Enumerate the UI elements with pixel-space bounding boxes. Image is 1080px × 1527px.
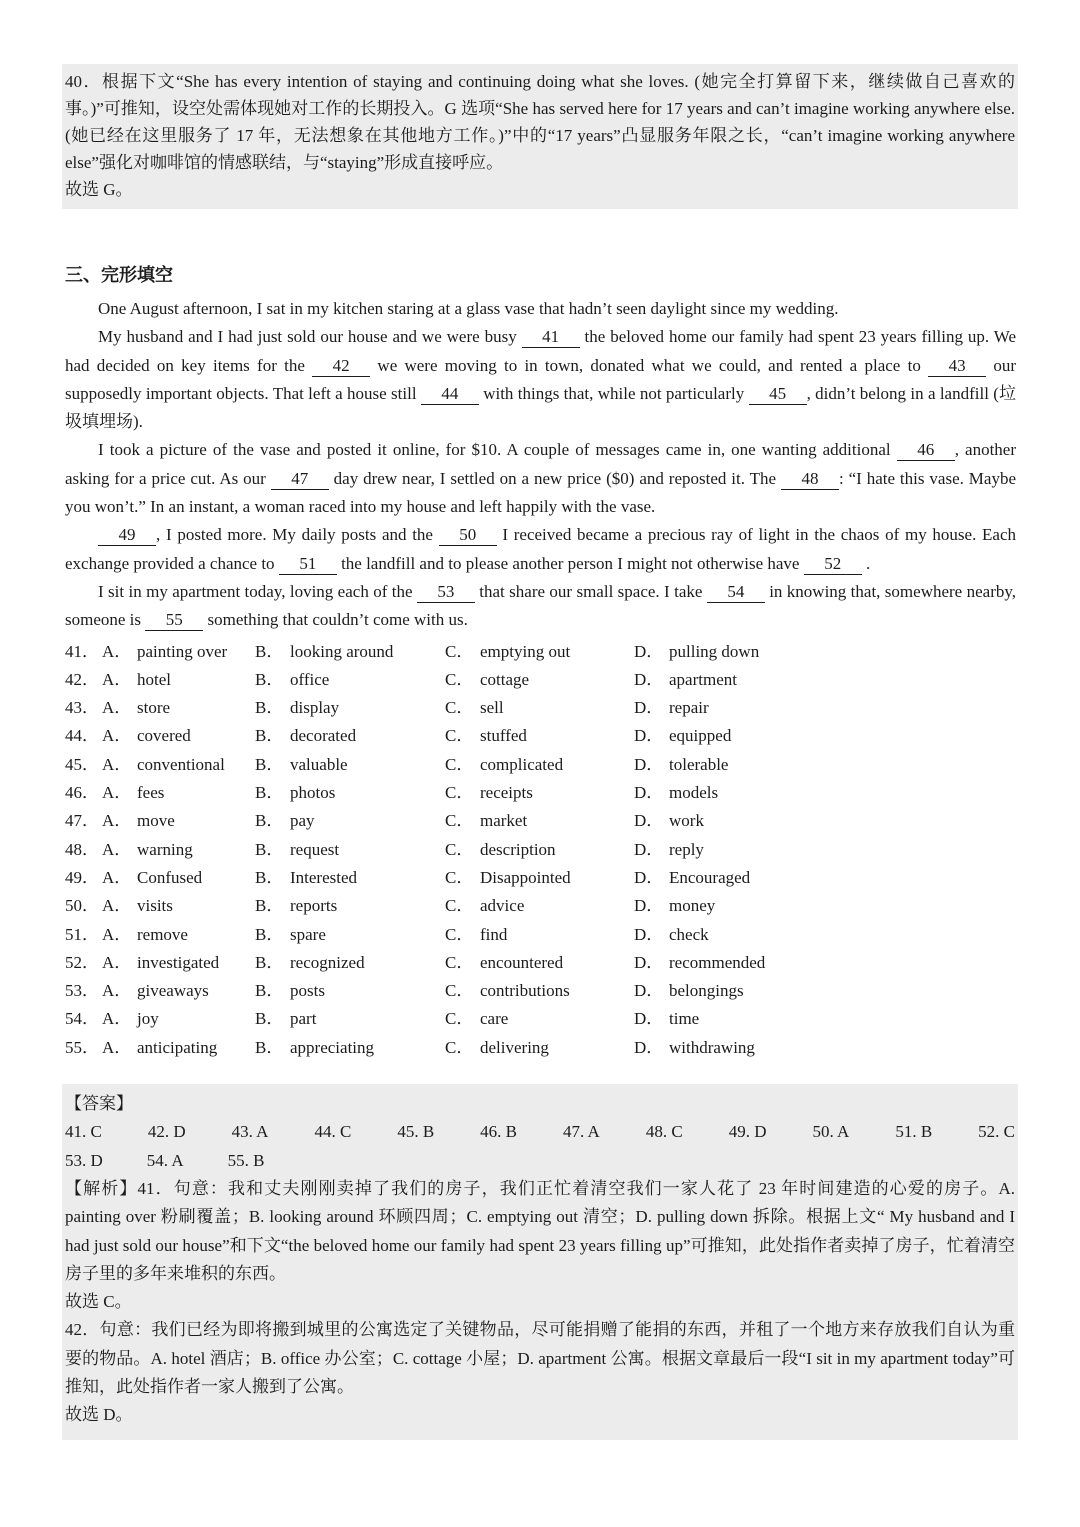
passage-paragraph: 49 , I posted more. My daily posts and the 50 I received became a precious ray of light in the chaos of my house. Each exchange provided a chance to 51 the landfill and to please another person I might not otherwise have 52 . (65, 525, 1016, 573)
option-c-55: C． delivering (445, 1034, 634, 1062)
option-a-43: A． store (102, 694, 255, 722)
answer-item: 54. A (146, 1150, 184, 1170)
option-letter: D． (634, 754, 664, 774)
option-letter: D． (634, 896, 664, 916)
answer-item: 52. C (978, 1122, 1015, 1142)
option-c-46: C． receipts (445, 779, 634, 807)
option-a-47: A． move (102, 807, 255, 835)
analysis-item-conclusion: 故选 C。 (65, 1292, 132, 1312)
option-letter: D． (634, 641, 664, 661)
option-number: 44． (65, 726, 99, 746)
option-a-44: A． covered (102, 722, 255, 750)
option-a-52: A． investigated (102, 949, 255, 977)
option-letter: C． (445, 839, 474, 859)
option-letter: C． (445, 641, 474, 661)
answer-item: 43. A (231, 1122, 269, 1142)
answer-item: 41. C (65, 1122, 102, 1142)
option-row-50 (65, 892, 1016, 920)
answer-item: 42. D (147, 1122, 186, 1142)
option-letter: B． (255, 726, 284, 746)
option-d-44: D． equipped (634, 722, 1016, 750)
option-row-45 (65, 751, 1016, 779)
option-c-50: C． advice (445, 892, 634, 920)
option-c-41: C． emptying out (445, 638, 634, 666)
option-c-47: C． market (445, 807, 634, 835)
option-row-42 (65, 666, 1016, 694)
cloze-blank-55: 55 (145, 610, 203, 631)
answer-item: 53. D (65, 1150, 103, 1170)
option-b-42: B． office (255, 666, 445, 694)
option-letter: A． (102, 1009, 132, 1029)
option-number: 52． (65, 952, 99, 972)
option-letter: C． (445, 952, 474, 972)
option-d-52: D． recommended (634, 949, 1016, 977)
option-b-45: B． valuable (255, 751, 445, 779)
option-b-41: B． looking around (255, 638, 445, 666)
option-number: 42． (65, 669, 99, 689)
option-a-42: A． hotel (102, 666, 255, 694)
option-row-46 (65, 779, 1016, 807)
answers-label: 【答案】 (65, 1094, 133, 1114)
option-letter: D． (634, 867, 664, 887)
option-letter: D． (634, 669, 664, 689)
option-letter: B． (255, 811, 284, 831)
answer-analysis-block (62, 1084, 1018, 1440)
option-letter: A． (102, 754, 132, 774)
option-a-49: A． Confused (102, 864, 255, 892)
analysis-section (65, 1175, 1015, 1430)
cloze-blank-51: 51 (279, 554, 337, 575)
option-letter: B． (255, 981, 284, 1001)
option-c-48: C． description (445, 836, 634, 864)
option-b-50: B． reports (255, 892, 445, 920)
option-letter: D． (634, 952, 664, 972)
option-letter: B． (255, 952, 284, 972)
option-letter: C． (445, 754, 474, 774)
option-d-49: D． Encouraged (634, 864, 1016, 892)
option-letter: A． (102, 698, 132, 718)
option-number: 46． (65, 783, 99, 803)
option-d-51: D． check (634, 921, 1016, 949)
option-number: 51． (65, 924, 99, 944)
option-number: 50． (65, 896, 99, 916)
options-list (65, 638, 1016, 1062)
option-b-49: B． Interested (255, 864, 445, 892)
cloze-blank-43: 43 (928, 356, 986, 377)
option-letter: B． (255, 669, 284, 689)
cloze-passage (65, 295, 1016, 635)
answer-item: 49. D (728, 1122, 767, 1142)
option-c-54: C． care (445, 1005, 634, 1033)
option-letter: C． (445, 924, 474, 944)
option-a-48: A． warning (102, 836, 255, 864)
option-letter: B． (255, 783, 284, 803)
option-d-42: D． apartment (634, 666, 1016, 694)
answer-item: 50. A (812, 1122, 850, 1142)
cloze-blank-41: 41 (522, 327, 580, 348)
option-letter: A． (102, 952, 132, 972)
option-b-44: B． decorated (255, 722, 445, 750)
option-number: 54． (65, 1009, 99, 1029)
option-letter: C． (445, 669, 474, 689)
option-c-42: C． cottage (445, 666, 634, 694)
option-d-47: D． work (634, 807, 1016, 835)
analysis-item-conclusion: 故选 D。 (65, 1405, 133, 1425)
option-letter: B． (255, 698, 284, 718)
option-d-43: D． repair (634, 694, 1016, 722)
cloze-blank-54: 54 (707, 582, 765, 603)
option-b-54: B． part (255, 1005, 445, 1033)
cloze-blank-50: 50 (439, 525, 497, 546)
option-number: 49． (65, 867, 99, 887)
answer-item: 46. B (480, 1122, 517, 1142)
cloze-blank-46: 46 (897, 440, 955, 461)
option-letter: C． (445, 867, 474, 887)
option-letter: D． (634, 1009, 664, 1029)
option-letter: A． (102, 726, 132, 746)
option-letter: A． (102, 839, 132, 859)
option-row-55 (65, 1034, 1016, 1062)
cloze-blank-48: 48 (781, 469, 839, 490)
option-c-53: C． contributions (445, 977, 634, 1005)
option-letter: C． (445, 896, 474, 916)
option-letter: D． (634, 924, 664, 944)
option-letter: A． (102, 896, 132, 916)
option-d-53: D． belongings (634, 977, 1016, 1005)
option-row-41 (65, 638, 1016, 666)
option-d-48: D． reply (634, 836, 1016, 864)
option-letter: D． (634, 783, 664, 803)
answer-item: 48. C (645, 1122, 683, 1142)
option-number: 45． (65, 754, 99, 774)
option-c-51: C． find (445, 921, 634, 949)
option-letter: A． (102, 669, 132, 689)
option-letter: A． (102, 867, 132, 887)
option-letter: C． (445, 726, 474, 746)
answer-item: 44. C (314, 1122, 352, 1142)
answer-item: 55. B (227, 1150, 265, 1170)
option-number: 41． (65, 641, 99, 661)
option-letter: B． (255, 896, 284, 916)
passage-paragraph: My husband and I had just sold our house and we were busy 41 the beloved home our family had spent 23 years filling up. We had decided on key items for the 42 we were moving to in town, donated what we could, and rented a place to 43 our supposedly important objects. That left a house still 44 with things that, while not particularly 45 , didn’t belong in a landfill (垃圾填埋场). (65, 327, 1017, 432)
option-d-41: D． pulling down (634, 638, 1016, 666)
option-d-54: D． time (634, 1005, 1016, 1033)
option-row-52 (65, 949, 1016, 977)
option-letter: C． (445, 783, 474, 803)
answers-row-1 (65, 1118, 1015, 1146)
q40-conclusion-text: 故选 G。 (65, 180, 133, 199)
option-b-43: B． display (255, 694, 445, 722)
option-a-55: A． anticipating (102, 1034, 255, 1062)
analysis-item-body: 42．句意：我们已经为即将搬到城里的公寓选定了关键物品，尽可能捐赠了能捐的东西，并租了一个地方来存放我们自认为重要的物品。A. hotel 酒店；B. office 办公室；C. cottage 小屋；D. apartment 公寓。根据文章最后一段“I sit in my apartment today”可推知，此处指作者一家人搬到了公寓。 (65, 1320, 1015, 1396)
passage-paragraph: One August afternoon, I sat in my kitchen staring at a glass vase that hadn’t seen daylight since my wedding. (98, 299, 839, 318)
option-row-47 (65, 807, 1016, 835)
option-row-44 (65, 722, 1016, 750)
option-c-49: C． Disappointed (445, 864, 634, 892)
option-c-52: C． encountered (445, 949, 634, 977)
option-number: 53． (65, 981, 99, 1001)
option-letter: C． (445, 1009, 474, 1029)
cloze-blank-49: 49 (98, 525, 156, 546)
answer-item: 45. B (397, 1122, 435, 1142)
cloze-blank-53: 53 (417, 582, 475, 603)
option-letter: A． (102, 811, 132, 831)
option-d-46: D． models (634, 779, 1016, 807)
option-letter: B． (255, 924, 284, 944)
q40-explanation-block (62, 64, 1018, 209)
option-letter: B． (255, 641, 284, 661)
option-letter: D． (634, 811, 664, 831)
cloze-blank-47: 47 (271, 469, 329, 490)
cloze-blank-52: 52 (804, 554, 862, 575)
option-a-54: A． joy (102, 1005, 255, 1033)
option-letter: B． (255, 754, 284, 774)
option-c-44: C． stuffed (445, 722, 634, 750)
analysis-label: 【解析】 (65, 1178, 138, 1198)
option-letter: B． (255, 867, 284, 887)
option-letter: A． (102, 641, 132, 661)
option-letter: A． (102, 1037, 132, 1057)
option-row-49 (65, 864, 1016, 892)
option-b-55: B． appreciating (255, 1034, 445, 1062)
answers-row-2 (65, 1147, 1015, 1175)
option-letter: C． (445, 698, 474, 718)
option-letter: C． (445, 1037, 474, 1057)
option-number: 55． (65, 1037, 99, 1057)
option-letter: B． (255, 1037, 284, 1057)
option-letter: C． (445, 811, 474, 831)
option-a-41: A． painting over (102, 638, 255, 666)
option-a-45: A． conventional (102, 751, 255, 779)
option-b-53: B． posts (255, 977, 445, 1005)
option-row-48 (65, 836, 1016, 864)
option-letter: B． (255, 1009, 284, 1029)
option-letter: A． (102, 924, 132, 944)
option-letter: D． (634, 839, 664, 859)
option-letter: B． (255, 839, 284, 859)
option-letter: D． (634, 981, 664, 1001)
option-b-47: B． pay (255, 807, 445, 835)
answer-item: 47. A (563, 1122, 600, 1142)
q40-explanation-text: 40．根据下文“She has every intention of staying and continuing doing what she loves. (她完全打算留下来，继续做自己喜欢的事。)”可推知，设空处需体现她对工作的长期投入。G 选项“She has served here for 17 years and can’t imagine working anywhere else. (她已经在这里服务了 17 年，无法想象在其他地方工作。)”中的“17 years”凸显服务年限之长，“can’t imagine working anywhere else”强化对咖啡馆的情感联结，与“staying”形成直接呼应。 (65, 72, 1015, 172)
analysis-item-body: 【解析】41．句意：我和丈夫刚刚卖掉了我们的房子，我们正忙着清空我们一家人花了 23 年时间建造的心爱的房子。A. painting over 粉刷覆盖；B. looking around 环顾四周；C. emptying out 清空；D. pulling down 拆除。根据上文“ My husband and I had just sold our house”和下文“the beloved home our family had spent 23 years filling up”可推知，此处指作者卖掉了房子，忙着清空房子里的多年来堆积的东西。 (65, 1178, 1016, 1283)
option-b-48: B． request (255, 836, 445, 864)
cloze-blank-45: 45 (749, 384, 807, 405)
option-letter: A． (102, 981, 132, 1001)
option-b-46: B． photos (255, 779, 445, 807)
option-d-50: D． money (634, 892, 1016, 920)
option-letter: C． (445, 981, 474, 1001)
option-d-55: D． withdrawing (634, 1034, 1016, 1062)
option-b-52: B． recognized (255, 949, 445, 977)
option-c-45: C． complicated (445, 751, 634, 779)
cloze-blank-42: 42 (312, 356, 370, 377)
option-c-43: C． sell (445, 694, 634, 722)
passage-paragraph: I took a picture of the vase and posted it online, for $10. A couple of messages came in, one wanting additional 46 , another asking for a price cut. As our 47 day drew near, I settled on a new price ($0) and reposted it. The 48 : “I hate this vase. Maybe you won’t.” In an instant, a woman raced into my house and left happily with the vase. (65, 440, 1016, 517)
option-number: 47． (65, 811, 99, 831)
option-a-51: A． remove (102, 921, 255, 949)
option-letter: D． (634, 698, 664, 718)
option-a-53: A． giveaways (102, 977, 255, 1005)
option-row-53 (65, 977, 1016, 1005)
option-number: 48． (65, 839, 99, 859)
answer-item: 51. B (895, 1122, 933, 1142)
option-number: 43． (65, 698, 99, 718)
option-b-51: B． spare (255, 921, 445, 949)
option-letter: A． (102, 783, 132, 803)
option-d-45: D． tolerable (634, 751, 1016, 779)
option-row-54 (65, 1005, 1016, 1033)
option-letter: D． (634, 1037, 664, 1057)
option-letter: D． (634, 726, 664, 746)
option-a-46: A． fees (102, 779, 255, 807)
section-heading: 三、完形填空 (65, 265, 173, 285)
option-row-51 (65, 921, 1016, 949)
passage-paragraph: I sit in my apartment today, loving each of the 53 that share our small space. I take 54 in knowing that, somewhere nearby, someone is 55 something that couldn’t come with us. (65, 581, 1017, 630)
cloze-blank-44: 44 (421, 384, 479, 405)
option-a-50: A． visits (102, 892, 255, 920)
option-row-43 (65, 694, 1016, 722)
